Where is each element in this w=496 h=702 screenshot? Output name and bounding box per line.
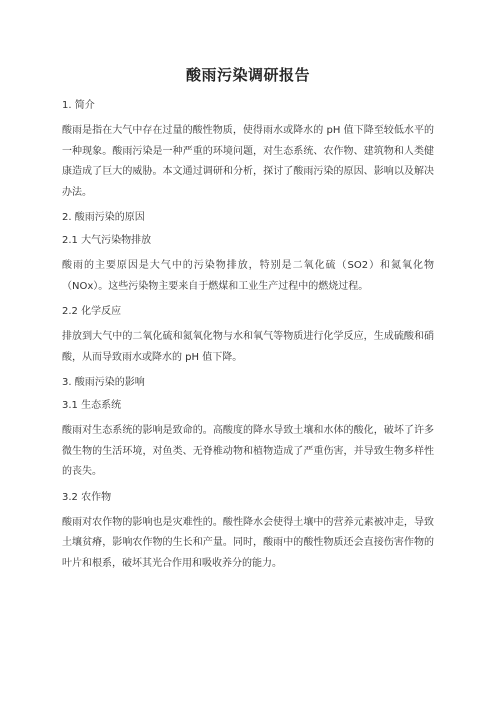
subsection-heading-chemical-reaction: 2.2 化学反应 [62, 306, 122, 317]
section-heading-causes: 2. 酸雨污染的原因 [62, 212, 145, 223]
section-heading-introduction: 1. 简介 [62, 100, 95, 111]
paragraph-chemical-reaction: 排放到大气中的二氧化硫和氮氧化物与水和氧气等物质进行化学反应，生成硫酸和硝酸，从而导致雨水或降水的 pH 值下降。 [62, 331, 434, 363]
subsection-heading-ecosystem: 3.1 生态系统 [62, 400, 122, 411]
paragraph-introduction: 酸雨是指在大气中存在过量的酸性物质，使得雨水或降水的 pH 值下降至较低水平的一种现象。酸雨污染是一种严重的环境问题，对生态系统、农作物、建筑物和人类健康造成了巨大的威胁。本文通过调研和分析，探讨了酸雨污染的原因、影响以及解决办法。 [62, 125, 434, 198]
paragraph-ecosystem: 酸雨对生态系统的影响是致命的。高酸度的降水导致土壤和水体的酸化，破坏了许多微生物的生活环境，对鱼类、无脊椎动物和植物造成了严重伤害，并导致生物多样性的丧失。 [62, 425, 434, 477]
section-heading-impacts: 3. 酸雨污染的影响 [62, 377, 145, 388]
paragraph-emissions: 酸雨的主要原因是大气中的污染物排放，特别是二氧化硫（SO2）和氮氧化物（NOx）。这些污染物主要来自于燃煤和工业生产过程中的燃烧过程。 [62, 260, 434, 292]
subsection-heading-crops: 3.2 农作物 [62, 491, 112, 503]
document-title: 酸雨污染调研报告 [185, 66, 310, 84]
subsection-heading-emissions: 2.1 大气污染物排放 [62, 235, 152, 246]
paragraph-crops: 酸雨对农作物的影响也是灾难性的。酸性降水会使得土壤中的营养元素被冲走，导致土壤贫瘠，影响农作物的生长和产量。同时，酸雨中的酸性物质还会直接伤害作物的叶片和根系，破坏其光合作用和吸收养分的能力。 [62, 516, 434, 569]
